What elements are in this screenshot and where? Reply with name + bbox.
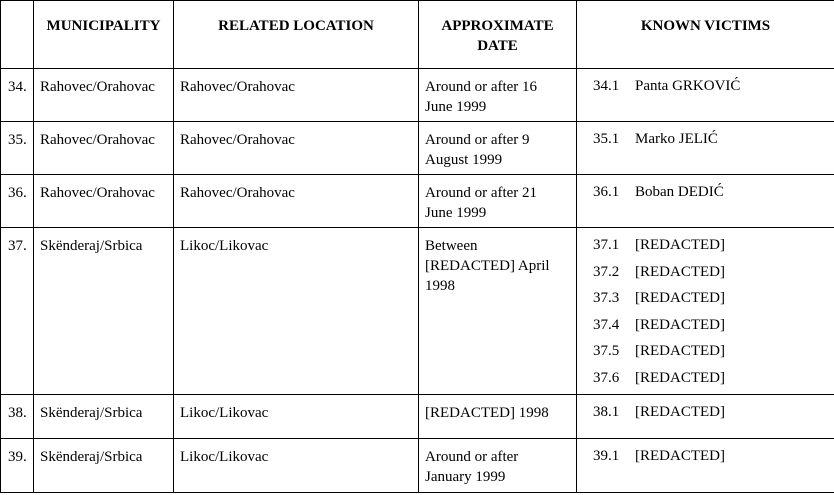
row-number: 37.: [1, 228, 34, 395]
header-approximate-date-line2: DATE: [477, 38, 518, 54]
row-number: 38.: [1, 395, 34, 439]
municipality-cell: Rahovec/Orahovac: [34, 69, 174, 122]
location-cell: Likoc/Likovac: [174, 228, 419, 395]
header-number: [1, 1, 34, 69]
victim-name: Marko JELIĆ: [635, 131, 718, 147]
location-cell: Rahovec/Orahovac: [174, 69, 419, 122]
victim-entry: [593, 76, 834, 103]
table-row: [1, 439, 834, 493]
table-row: [1, 175, 834, 228]
date-cell: [419, 439, 577, 493]
municipality-cell: Skënderaj/Srbica: [34, 395, 174, 439]
date-cell: [419, 228, 577, 395]
victim-name: [REDACTED]: [635, 263, 725, 280]
municipality-cell: Rahovec/Orahovac: [34, 122, 174, 175]
table-row: [1, 69, 834, 122]
victim-entry: [593, 402, 834, 429]
victims-cell: [577, 69, 834, 122]
victim-entry: [593, 315, 834, 342]
victim-entry: [593, 262, 834, 289]
victim-entry: [593, 341, 834, 368]
row-number: 35.: [1, 122, 34, 175]
municipality-cell: Rahovec/Orahovac: [34, 175, 174, 228]
date-line-2: [REDACTED] April: [425, 258, 550, 274]
table-body: [1, 69, 834, 493]
victim-id: 38.1: [593, 404, 620, 420]
location-cell: Likoc/Likovac: [174, 395, 419, 439]
victim-name: [REDACTED]: [635, 369, 725, 386]
victim-name: [REDACTED]: [635, 290, 725, 306]
header-related-location: [174, 1, 419, 69]
victim-id: 37.5: [593, 343, 620, 359]
victim-id: 39.1: [593, 448, 620, 464]
victim-id: 37.1: [593, 237, 620, 253]
header-known-victims-label: KNOWN VICTIMS: [640, 18, 771, 34]
victim-id: 34.1: [593, 78, 620, 94]
location-cell: Likoc/Likovac: [174, 439, 419, 493]
row-number: 34.: [1, 69, 34, 122]
victim-id: 37.3: [593, 290, 620, 306]
victim-name: [REDACTED]: [635, 404, 725, 420]
victims-cell: [577, 175, 834, 228]
header-municipality: [34, 1, 174, 69]
victim-entry: [593, 288, 834, 315]
date-line-1: [REDACTED] 1998: [425, 405, 549, 421]
victim-name: [REDACTED]: [635, 237, 725, 253]
date-line-1: Around or after 9: [425, 132, 530, 148]
victim-name: [REDACTED]: [635, 448, 725, 464]
location-cell: Rahovec/Orahovac: [174, 175, 419, 228]
victim-name: Panta GRKOVIĆ: [635, 78, 741, 94]
date-line-2: June 1999: [425, 99, 487, 115]
header-approximate-date-label: [419, 1, 576, 56]
date-line-3: 1998: [425, 278, 455, 294]
victim-name: [REDACTED]: [635, 343, 725, 359]
victims-cell: [577, 228, 834, 395]
victim-id: 37.2: [593, 263, 620, 280]
victim-id: 35.1: [593, 131, 620, 147]
victim-name: Boban DEDIĆ: [635, 184, 724, 200]
victims-cell: [577, 439, 834, 493]
victims-cell: [577, 395, 834, 439]
date-cell: [419, 69, 577, 122]
date-line-2: January 1999: [425, 469, 506, 485]
header-related-location-label: RELATED LOCATION: [218, 18, 374, 34]
victim-entry: [593, 235, 834, 262]
date-line-1: Between: [425, 238, 478, 254]
table-row: [1, 122, 834, 175]
victims-cell: [577, 122, 834, 175]
date-line-2: August 1999: [425, 152, 503, 168]
date-line-1: Around or after 21: [425, 185, 538, 201]
header-approximate-date-line1: APPROXIMATE: [441, 18, 554, 34]
header-municipality-label: MUNICIPALITY: [46, 18, 161, 34]
location-cell: Rahovec/Orahovac: [174, 122, 419, 175]
date-line-1: Around or after: [425, 449, 519, 465]
header-row: [1, 1, 834, 69]
victim-entry: [593, 446, 834, 473]
victim-name: [REDACTED]: [635, 316, 725, 333]
date-cell: [419, 175, 577, 228]
table-row: [1, 395, 834, 439]
date-cell: [419, 395, 577, 439]
municipality-cell: Skënderaj/Srbica: [34, 228, 174, 395]
municipality-cell: Skënderaj/Srbica: [34, 439, 174, 493]
row-number: 36.: [1, 175, 34, 228]
header-known-victims: [577, 1, 834, 69]
header-approximate-date: [419, 1, 577, 69]
victim-entry: [593, 129, 834, 156]
date-line-1: Around or after 16: [425, 79, 538, 95]
victim-entry: [593, 368, 834, 395]
victim-id: 37.6: [593, 369, 620, 386]
victim-id: 37.4: [593, 316, 620, 333]
victim-id: 36.1: [593, 184, 620, 200]
row-number: 39.: [1, 439, 34, 493]
table-row: [1, 228, 834, 395]
date-cell: [419, 122, 577, 175]
victim-entry: [593, 182, 834, 209]
date-line-2: June 1999: [425, 205, 487, 221]
